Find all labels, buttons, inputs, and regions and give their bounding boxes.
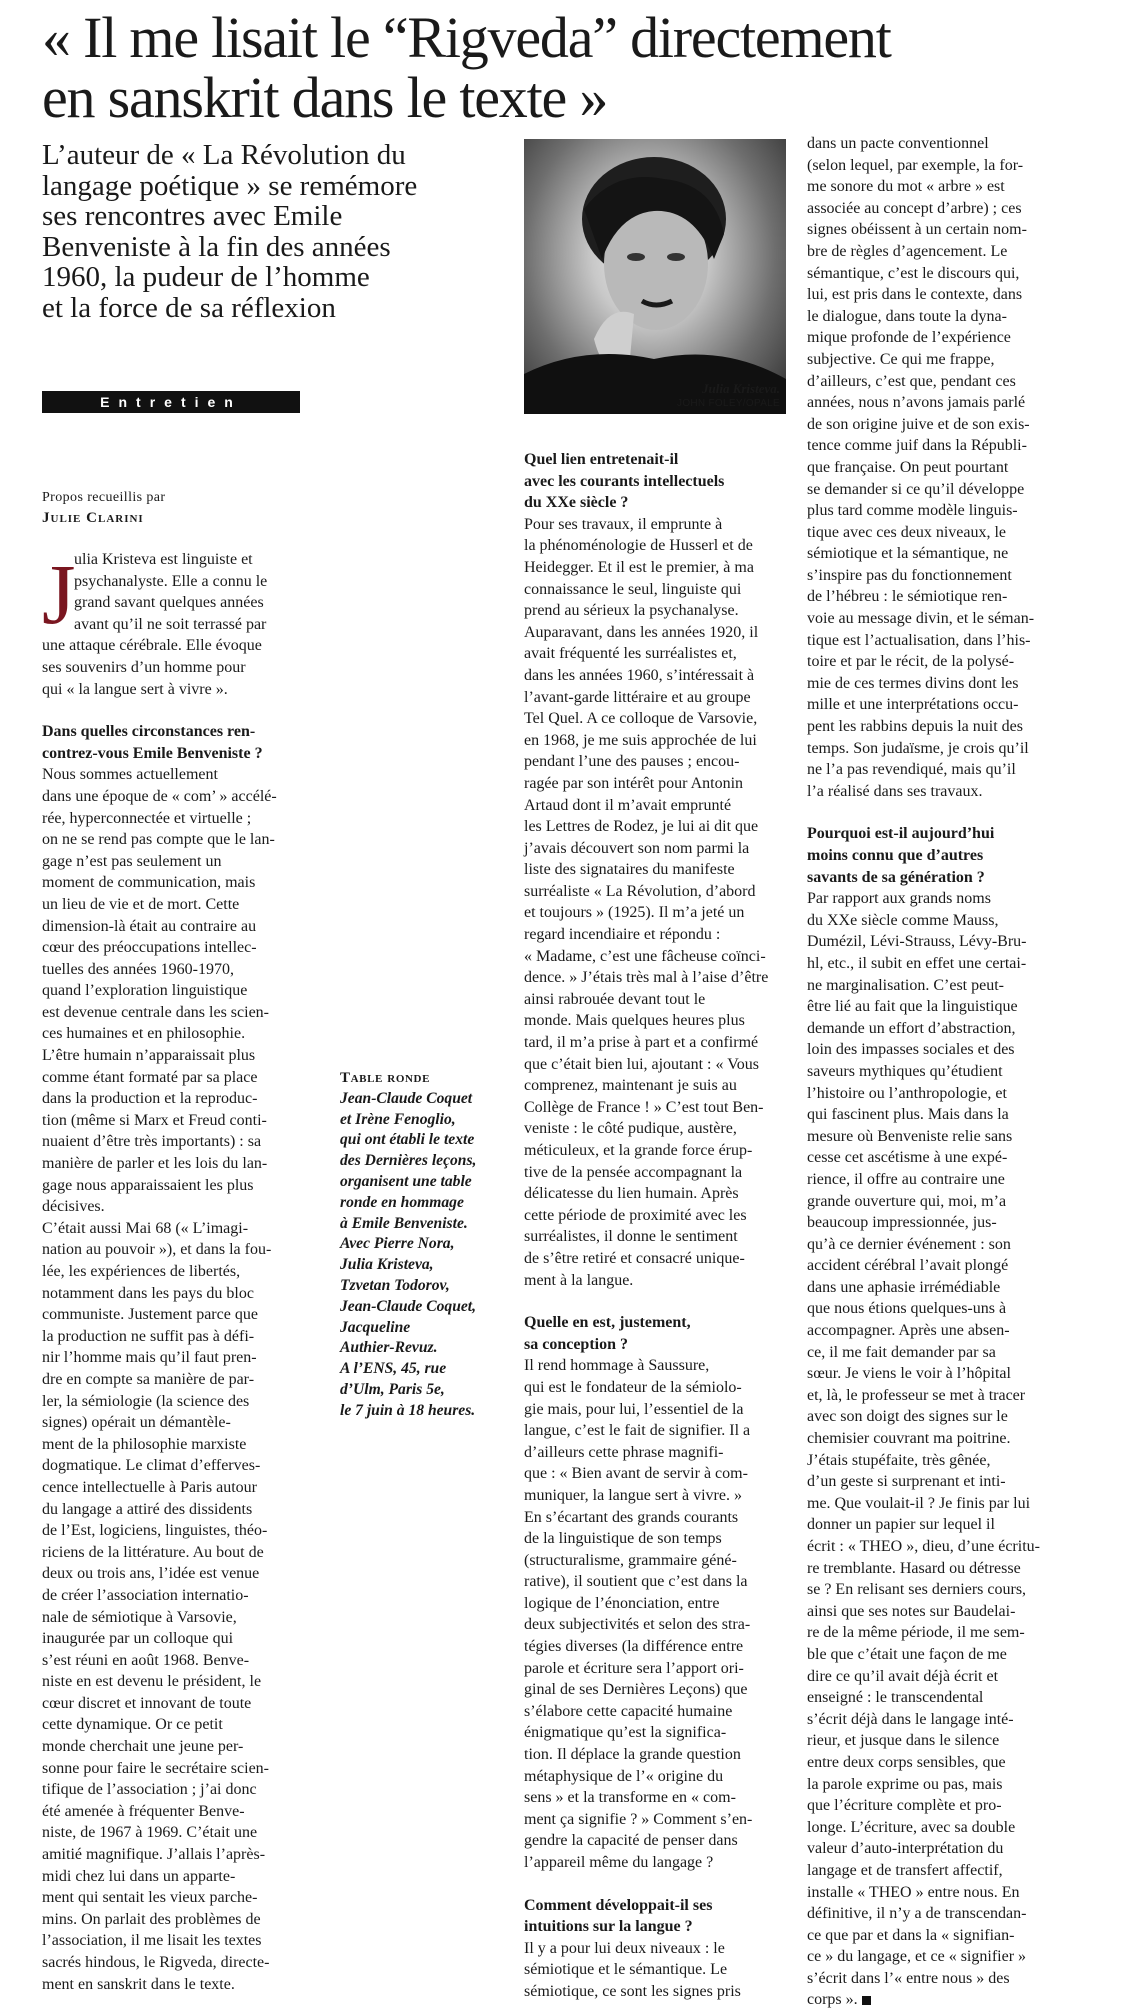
text-line: à Emile Benveniste. [340,1214,468,1232]
text-line: Jean-Claude Coquet [340,1089,473,1107]
text-line: ment ça signifie ? » Comment s’en- [524,1810,753,1828]
text-line: connaissance le seul, linguiste qui [524,580,742,598]
headline-line: « Il me lisait le “Rigveda” directement [42,5,891,70]
text-line: riciens de la littérature. Au bout de [42,1543,264,1561]
text-line: rative), il soutient que c’est dans la [524,1573,748,1591]
text-line: ne marginalisation. C’est peut- [807,976,1004,994]
text-line: d’ailleurs cette phrase magnifi- [524,1443,724,1461]
text-line: avait fréquenté les surréalistes et, [524,645,737,663]
text-line: corps ». [807,1989,1069,2011]
text-line: accident cérébral l’avait plongé [807,1257,1009,1275]
text-line: Il rend hommage à Saussure, [524,1357,710,1375]
text-line: et Irène Fenoglio, [340,1110,456,1128]
text-line: chemisier couvrant ma poitrine. [807,1430,1011,1448]
text-line: signes obéissent à un certain nom- [807,221,1027,239]
question-4 [524,1895,786,1938]
text-line: tifique de l’association ; j’ai donc [42,1781,257,1799]
text-line: plus tard comme modèle linguis- [807,502,1018,520]
byline-label: Propos recueillis par [42,490,166,505]
text-line: ne l’a pas revendiqué, mais qu’il [807,761,1016,779]
text-line: amitié magnifique. J’allais l’après- [42,1846,266,1864]
text-line: qu’à ce dernier événement : son [807,1235,1011,1253]
text-line: de l’hébreu : le sémiotique ren- [807,588,1008,606]
text-line: intuitions sur la langue ? [524,1918,693,1936]
answer-4-continued [807,133,1069,802]
text-line: de la linguistique de son temps [524,1530,722,1548]
text-line: (selon lequel, par exemple, la for- [807,156,1024,174]
text-line: et la force de sa réflexion [42,291,336,324]
standfirst [42,140,512,323]
text-line: en 1968, je me suis approchée de lui [524,731,757,749]
text-line: Dans quelles circonstances ren- [42,723,256,741]
text-line: du XXe siècle comme Mauss, [807,911,999,929]
answer-4 [524,1938,786,2003]
text-line: loin des impasses sociales et des [807,1041,1015,1059]
text-line: qui « la langue sert à vivre ». [42,680,228,698]
text-line: monde. Mais quelques heures plus [524,1012,745,1030]
text-line: d’Ulm, Paris 5e, [340,1380,445,1398]
article-column-1 [42,546,304,1995]
text-line: surréaliste « La Révolution, d’abord [524,882,756,900]
text-line: cette période de proximité avec les [524,1206,747,1224]
text-line: cence intellectuelle à Paris autour [42,1478,258,1496]
text-line: installe « THEO » entre nous. En [807,1883,1020,1901]
text-line: avec les courants intellectuels [524,472,725,490]
text-line: du XXe siècle ? [524,494,629,512]
text-line: notamment dans les pays du bloc [42,1284,254,1302]
caption-text: Julia Kristeva. [701,381,780,396]
text-line: sémantique, c’est le discours qui, [807,264,1020,282]
text-line: tique avec ces deux niveaux, le [807,523,1007,541]
text-line: ce, il me fait demander par sa [807,1343,996,1361]
text-line: le 7 juin à 18 heures. [340,1401,476,1419]
text-line: de l’Est, logiciens, linguistes, théo- [42,1522,268,1540]
question-1 [42,721,304,764]
text-line: « Madame, c’est une fâcheuse coïnci- [524,947,766,965]
text-line: est devenue centrale dans les scien- [42,1003,270,1021]
text-line: mins. On parlait des problèmes de [42,1910,261,1928]
text-line: Pour ses travaux, il emprunte à [524,515,723,533]
text-line: le dialogue, dans toute la dyna- [807,307,1007,325]
text-line: ses rencontres avec Emile [42,200,343,232]
text-line: L’être humain n’apparaissait plus [42,1047,256,1065]
text-line: qui est le fondateur de la sémiolo- [524,1378,742,1396]
text-line: muniquer, la langue sert à vivre. » [524,1486,742,1504]
text-line: et, là, le professeur se met à tracer [807,1386,1026,1404]
headline-line: en sanskrit dans le texte » [42,65,608,130]
text-line: organisent une table [340,1172,472,1190]
text-line: être lié au fait que la linguistique [807,998,1018,1016]
text-line: mesure où Benveniste relie sans [807,1127,1013,1145]
text-line: entre deux corps sensibles, que [807,1753,1006,1771]
text-line: dans la production et la reproduc- [42,1090,258,1108]
text-line: nale de sémiotique à Varsovie, [42,1608,237,1626]
answer-3 [524,1355,786,1873]
text-line: comme étant formaté par sa place [42,1068,258,1086]
text-line: langage poétique » se remémore [42,169,418,202]
text-line: Par rapport aux grands noms [807,890,991,908]
text-line: ronde en hommage [340,1193,464,1211]
text-line: s’élabore cette capacité humaine [524,1702,733,1720]
article-column-2 [524,449,786,2003]
photo-caption [677,381,780,410]
text-line: ce » du langage, et ce « signifier » [807,1948,1027,1966]
text-line: dre en compte sa manière de par- [42,1370,255,1388]
text-line: moins connu que d’autres [807,847,984,864]
text-line: mie de ces termes divins dont les [807,674,1019,692]
text-line: Auparavant, dans les années 1920, il [524,623,759,641]
text-line: définitive, il n’y a de transcendan- [807,1905,1027,1923]
text-line: Tel Quel. A ce colloque de Varsovie, [524,710,758,728]
text-line: se demander si ce qu’il développe [807,480,1025,498]
text-line: grande ouverture qui, moi, m’a [807,1192,1007,1210]
text-line: gendre la capacité de penser dans [524,1832,738,1850]
text-line: une attaque cérébrale. Elle évoque [42,637,262,655]
text-line: Nous sommes actuellement [42,766,218,784]
text-line: délicatesse du lien humain. Après [524,1185,739,1203]
text-line: sœur. Je viens le voir à l’hôpital [807,1365,1011,1383]
text-line: l’a réalisé dans ses travaux. [807,782,983,800]
text-line: L’auteur de « La Révolution du [42,139,406,171]
text-line: ment de la philosophie marxiste [42,1435,247,1453]
text-line: mique profonde de l’expérience [807,329,1011,347]
text-line: que : « Bien avant de servir à com- [524,1465,748,1483]
text-line: s’écrit dans l’« entre nous » des [807,1969,1010,1987]
text-line: de créer l’association internatio- [42,1586,249,1604]
sidebar-body [340,1089,510,1422]
text-line: niste, de 1967 à 1969. C’était une [42,1824,258,1842]
text-line: rée, hyperconnectée et virtuelle ; [42,809,252,827]
text-line: Artaud dont il m’avait emprunté [524,796,732,814]
text-line: saveurs mythiques qu’étudient [807,1062,1003,1080]
text-line: dence. » J’étais très mal à l’aise d’être [524,969,769,987]
text-line: l’histoire ou l’anthropologie, et [807,1084,1007,1102]
text-line: demande un effort d’abstraction, [807,1019,1016,1037]
text-line: gage nous apparaissaient les plus [42,1176,254,1194]
text-line: communiste. Justement parce que [42,1306,258,1324]
text-line: tence comme juif dans la Républi- [807,437,1027,455]
sidebar-heading: Table ronde [340,1070,431,1086]
text-line: cœur discret et innovant de toute [42,1694,252,1712]
text-line: années, nous n’avons jamais parlé [807,394,1026,412]
text-line: d’ailleurs, c’est que, pendant ces [807,372,1016,390]
text-line: voie au message divin, et le séman- [807,610,1035,628]
text-line: gage n’est pas seulement un [42,852,222,870]
question-3 [524,1312,786,1355]
text-line: métaphysique de l’« origine du [524,1767,724,1785]
text-line: tion (même si Marx et Freud conti- [42,1111,267,1129]
text-line: surréalistes, il donne le sentiment [524,1228,738,1246]
text-line: la parole exprime ou pas, mais [807,1775,1003,1793]
text-line: tion. Il déplace la grande question [524,1746,741,1764]
text-line: qui ont établi le texte [340,1131,475,1149]
text-line: hl, etc., il subit en effet une certai- [807,954,1027,972]
text-line: de son origine juive et de son exis- [807,415,1030,433]
text-line: un lieu de vie et de mort. Cette [42,895,240,913]
text-line: comprenez, maintenant je suis au [524,1077,737,1095]
text-line: valeur d’auto-interprétation du [807,1840,1004,1858]
text-line: moment de communication, mais [42,874,256,892]
text-line: nuaient d’être très importants) : sa [42,1133,262,1151]
text-line: ment à la langue. [524,1271,634,1289]
text-line: l’appareil même du langage ? [524,1854,714,1871]
text-line: ment qui sentait les vieux parche- [42,1889,258,1907]
text-line: pent les rabbins depuis la nuit des [807,718,1023,736]
section-kicker: Entretien [42,391,300,413]
text-line: la production ne suffit pas à défi- [42,1327,255,1345]
text-line: re de la même période, il me sem- [807,1624,1025,1642]
text-line: de s’être retiré et consacré unique- [524,1249,745,1267]
text-line: langage et de transfert affectif, [807,1861,1003,1879]
text-line: Il y a pour lui deux niveaux : le [524,1939,725,1957]
text-line: Jean-Claude Coquet, [340,1297,477,1315]
text-line: l’association, il me lisait les textes [42,1932,262,1950]
portrait-photo [524,139,786,414]
text-line: décisives. [42,1198,105,1216]
text-line: deux ou trois ans, l’idée est venue [42,1565,260,1583]
text-line: l’avant-garde littéraire et au groupe [524,688,751,706]
text-line: se ? En relisant ses derniers cours, [807,1581,1027,1599]
text-line: quand l’exploration linguistique [42,982,248,1000]
text-line: niste en est devenu le président, le [42,1673,262,1691]
text-line: J’étais stupéfaite, très gênée, [807,1451,991,1469]
text-line: langue, c’est le fait de signifier. Il a [524,1422,751,1440]
text-line: cesse cet ascétisme à une expé- [807,1149,1008,1167]
article-column-3 [807,133,1069,2011]
text-line: dire ce qu’il avait déjà écrit et [807,1667,999,1685]
text-line: subjective. Ce qui me frappe, [807,350,995,368]
text-line: 1960, la pudeur de l’homme [42,261,370,293]
text-line: ainsi rabrouée devant tout le [524,990,706,1008]
text-line: veniste : le côté pudique, austère, [524,1120,737,1138]
text-line: ces humaines et en philosophie. [42,1025,246,1043]
text-line: toire et par le récit, de la polysé- [807,653,1015,671]
text-line: sémiotique, ce sont les signes pris [524,1982,741,2000]
text-line: sa conception ? [524,1335,628,1353]
headline [42,5,1102,130]
text-line: nir l’homme mais qu’il faut pren- [42,1349,257,1367]
text-line: avec son doigt des signes sur le [807,1408,1008,1426]
text-line: me sonore du mot « arbre » est [807,178,1005,196]
text-line: inaugurée par un colloque qui [42,1630,234,1648]
text-line: re tremblante. Hasard ou détresse [807,1559,1021,1577]
text-line: pendant l’une des pauses ; encou- [524,753,740,771]
text-line: regard incendiaire et répondu : [524,926,721,944]
text-line: écrit : « THEO », dieu, d’une écritu- [807,1538,1040,1555]
question-5 [807,823,1069,888]
portrait-illustration [524,139,786,414]
text-line: ses souvenirs d’un homme pour [42,658,246,676]
text-line: mille et une interprétations occu- [807,696,1019,714]
text-line: avant qu’il ne soit terrassé par [74,615,267,633]
text-line: qui fascinent plus. Mais dans la [807,1106,1009,1124]
text-line: tive de la pensée accompagnant la [524,1163,743,1181]
sidebar-table-ronde [340,1068,510,1422]
answer-2 [524,514,786,1291]
text-line: dans les années 1960, s’intéressait à [524,666,755,684]
text-line: sonne pour faire le secrétaire scien- [42,1759,269,1777]
text-line: nation au pouvoir »), et dans la fou- [42,1241,272,1259]
text-line: Dumézil, Lévi-Strauss, Lévy-Bru- [807,933,1027,951]
text-line: cœur des préoccupations intellec- [42,939,257,957]
text-line: Jacqueline [340,1318,411,1336]
text-line: beaucoup impressionnée, jus- [807,1214,997,1232]
text-line: me. Que voulait-il ? Je finis par lui [807,1494,1031,1512]
text-line: Comment développait-il ses [524,1896,713,1914]
text-line: ment en sanskrit dans le texte. [42,1975,235,1993]
text-line: dimension-là était au contraire au [42,917,257,935]
text-line: Avec Pierre Nora, [340,1235,455,1253]
intro-rest [42,635,304,700]
text-line: associée au concept d’arbre) ; ces [807,199,1022,217]
text-line: s’est réuni en août 1968. Benve- [42,1651,250,1669]
text-line: été amenée à fréquenter Benve- [42,1802,245,1820]
text-line: sémiotique et le sémantique. Le [524,1961,728,1979]
text-line: enseigné : le transcendental [807,1689,984,1707]
text-line: tique est l’actualisation, dans l’his- [807,631,1031,649]
photo-credit: JOHN FOLEY/OPALE [677,398,780,409]
text-line: A l’ENS, 45, rue [340,1360,447,1378]
text-line: Julia Kristeva, [340,1256,434,1274]
text-line: Benveniste à la fin des années [42,230,391,263]
text-line: dans une aphasie irrémédiable [807,1278,1001,1296]
text-line: sacrés hindous, le Rigveda, directe- [42,1954,270,1971]
text-line: parole et écriture sera l’apport ori- [524,1659,744,1677]
text-line: ulia Kristeva est linguiste et [74,551,253,568]
text-line: monde cherchait une jeune per- [42,1738,244,1756]
text-line: psychanalyste. Elle a connu le [74,572,268,590]
text-line: manière de parler et les lois du lan- [42,1155,268,1173]
question-2 [524,449,786,514]
text-line: méticuleux, et la grande force érup- [524,1142,753,1159]
end-mark [862,1996,871,2005]
text-line: et toujours » (1925). Il m’a jeté un [524,904,745,922]
text-line: ragée par son intérêt pour Antonin [524,774,744,792]
text-line: que l’écriture complète et pro- [807,1797,1002,1815]
text-line: Collège de France ! » C’est tout Ben- [524,1098,764,1116]
text-line: dans une époque de « com’ » accélé- [42,787,277,805]
text-line: énigmatique qu’est la significa- [524,1724,727,1742]
text-line: ce que par et dans la « signifian- [807,1926,1015,1944]
text-line: ainsi que ses notes sur Baudelai- [807,1602,1016,1620]
text-line: la phénoménologie de Husserl et de [524,537,753,555]
text-line: rieur, et jusque dans le silence [807,1732,1000,1750]
text-line: grand savant quelques années [74,594,264,612]
text-line: (structuralisme, grammaire géné- [524,1551,737,1569]
drop-cap: J [42,546,76,642]
text-line: bre de règles d’agencement. Le [807,242,1008,260]
text-line: dogmatique. Le climat d’efferves- [42,1457,261,1475]
text-line: que française. On peut pourtant [807,458,1009,476]
text-line: des Dernières leçons, [340,1152,477,1170]
text-line: gie mais, pour lui, l’essentiel de la [524,1400,744,1418]
text-line: ler, la sémiologie (la science des [42,1392,250,1410]
text-line: contrez-vous Emile Benveniste ? [42,744,263,762]
text-line: signes) opérait un démantèle- [42,1414,231,1432]
text-line: Tzvetan Todorov, [340,1276,450,1294]
text-line: tuelles des années 1960-1970, [42,960,234,978]
text-line: cette dynamique. Or ce petit [42,1716,223,1734]
text-line: longe. L’écriture, avec sa double [807,1818,1016,1836]
text-line: d’un geste si surprenant et inti- [807,1473,1006,1491]
text-line: Quel lien entretenait-il [524,451,679,468]
text-line: En s’écartant des grands courants [524,1508,739,1526]
byline-author: Julie Clarini [42,510,144,526]
text-line: C’était aussi Mai 68 (« L’imagi- [42,1219,249,1237]
text-line: Authier-Revuz. [340,1339,438,1357]
text-line: rience, il offre au contraire une [807,1170,1005,1188]
intro-indented [42,546,304,642]
text-line: Pourquoi est-il aujourd’hui [807,825,995,843]
text-line: deux subjectivités et selon des stra- [524,1616,751,1634]
text-line: que c’était bien lui, ajoutant : « Vous [524,1055,759,1073]
text-line: donner un papier sur lequel il [807,1516,995,1534]
text-line: s’inspire pas du fonctionnement [807,566,1012,584]
text-line: dans un pacte conventionnel [807,135,989,152]
text-line: prend au sérieux la psychanalyse. [524,602,739,620]
answer-5 [807,888,1069,2011]
text-line: sens » et la transforme en « com- [524,1789,736,1807]
answer-1 [42,764,304,1995]
text-line: sémiotique et la sémantique, ne [807,545,1009,563]
text-line: tégies diverses (la différence entre [524,1638,744,1656]
text-line: Quelle en est, justement, [524,1314,691,1332]
text-line: lui, est pris dans le contexte, dans [807,286,1023,304]
text-line: Heidegger. Et il est le premier, à ma [524,558,754,576]
text-line: j’avais découvert son nom parmi la [524,839,750,857]
text-line: temps. Son judaïsme, je crois qu’il [807,739,1029,757]
text-line: lée, les expériences de libertés, [42,1263,241,1280]
text-line: du langage a attiré des dissidents [42,1500,253,1518]
text-line: liste des signataires du manifeste [524,861,735,879]
byline [42,488,302,528]
text-line: s’écrit déjà dans le langage inté- [807,1710,1014,1728]
text-line: accompagner. Après une absen- [807,1322,1010,1340]
text-line: savants de sa génération ? [807,868,985,886]
text-line: logique de l’énonciation, entre [524,1594,720,1612]
text-line: que nous étions quelques-uns à [807,1300,1007,1318]
text-line: ble que c’était une façon de me [807,1645,1007,1663]
text-line: midi chez lui dans un apparte- [42,1867,236,1885]
text-line: on ne se rend pas compte que le lan- [42,831,275,849]
text-line: tard, il m’a prise à part et a confirmé [524,1034,759,1052]
text-line: les Lettres de Rodez, je lui ai dit que [524,818,759,836]
text-line: ginal de ses Dernières Leçons) que [524,1681,748,1699]
